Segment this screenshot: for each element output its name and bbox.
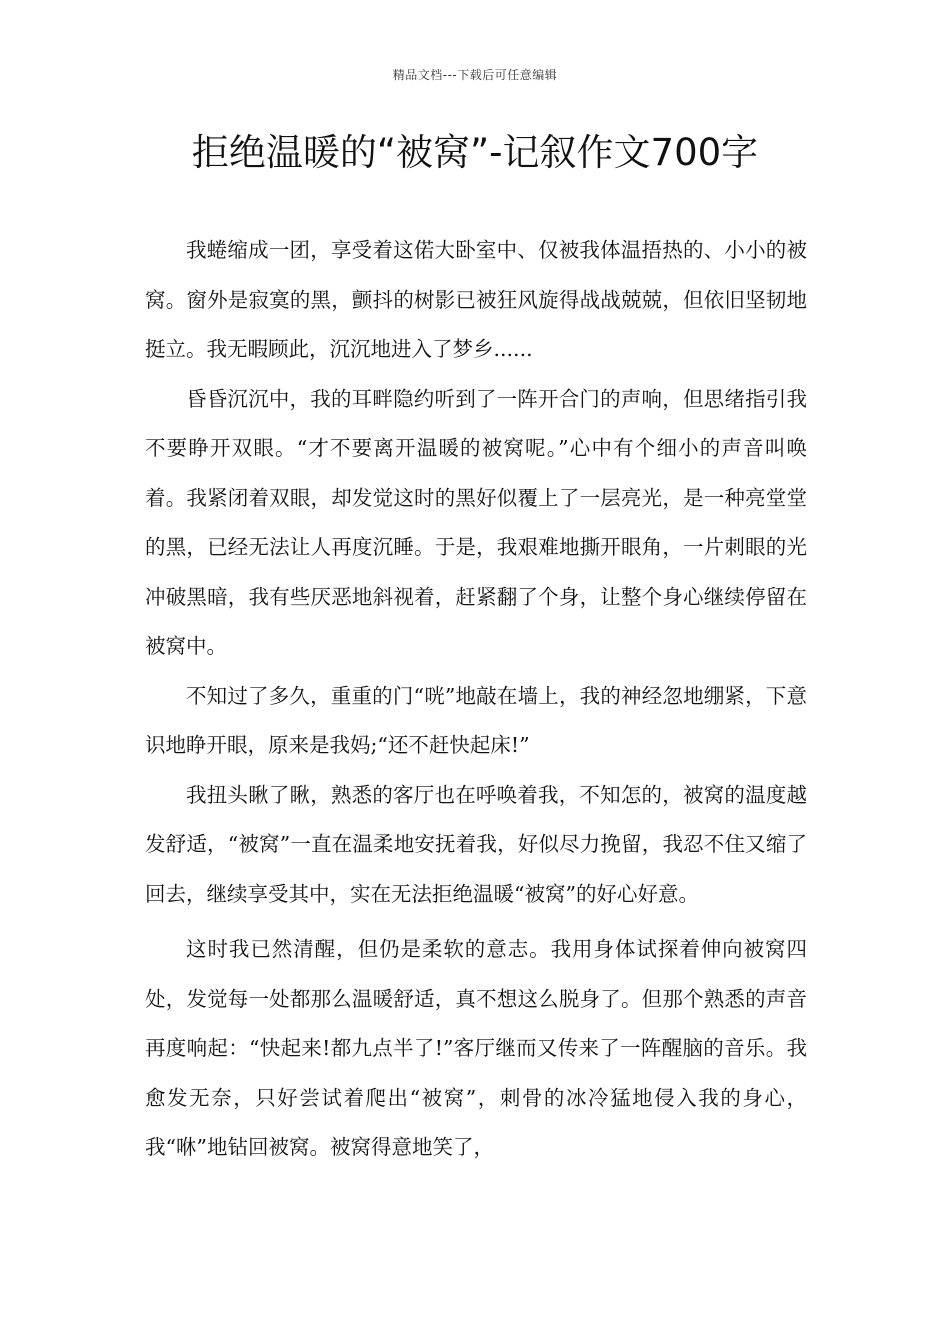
document-body (145, 226, 807, 1173)
paragraph-2: 昏昏沉沉中，我的耳畔隐约听到了一阵开合门的声响，但思绪指引我不要睁开双眼。“才不要离开温暖的被窝呢。”心中有个细小的声音叫唤着。我紧闭着双眼，却发觉这时的黑好似覆上了一层亮光，是一种亮堂堂的黑，已经无法让人再度沉睡。于是，我艰难地撕开眼角，一片刺眼的光冲破黑暗，我有些厌恶地斜视着，赶紧翻了个身，让整个身心继续停留在被窝中。 (145, 386, 807, 658)
page-header: 精品文档---下载后可任意编辑 (392, 68, 558, 82)
document-title: 拒绝温暖的“被窝”-记叙作文700字 (191, 131, 759, 174)
paragraph-1: 我蜷缩成一团，享受着这偌大卧室中、仅被我体温捂热的、小小的被窝。窗外是寂寞的黑，颤抖的树影已被狂风旋得战战兢兢，但依旧坚韧地挺立。我无暇顾此，沉沉地进入了梦乡...... (145, 238, 807, 361)
paragraph-4: 我扭头瞅了瞅，熟悉的客厅也在呼唤着我，不知怎的，被窝的温度越发舒适，“被窝”一直在温柔地安抚着我，好似尽力挽留，我忍不住又缩了回去，继续享受其中，实在无法拒绝温暖“被窝”的好心好意。 (145, 782, 807, 906)
paragraph-5: 这时我已然清醒，但仍是柔软的意志。我用身体试探着伸向被窝四处，发觉每一处都那么温暖舒适，真不想这么脱身了。但那个熟悉的声音再度响起：“快起来!都九点半了!”客厅继而又传来了一阵醒脑的音乐。我愈发无奈，只好尝试着爬出“被窝”，刺骨的冰冷猛地侵入我的身心，我“咻”地钻回被窝。被窝得意地笑了， (145, 937, 807, 1159)
paragraph-3: 不知过了多久，重重的门“咣”地敲在墙上，我的神经忽地绷紧，下意识地睁开眼，原来是我妈;“还不赶快起床!” (145, 683, 807, 757)
